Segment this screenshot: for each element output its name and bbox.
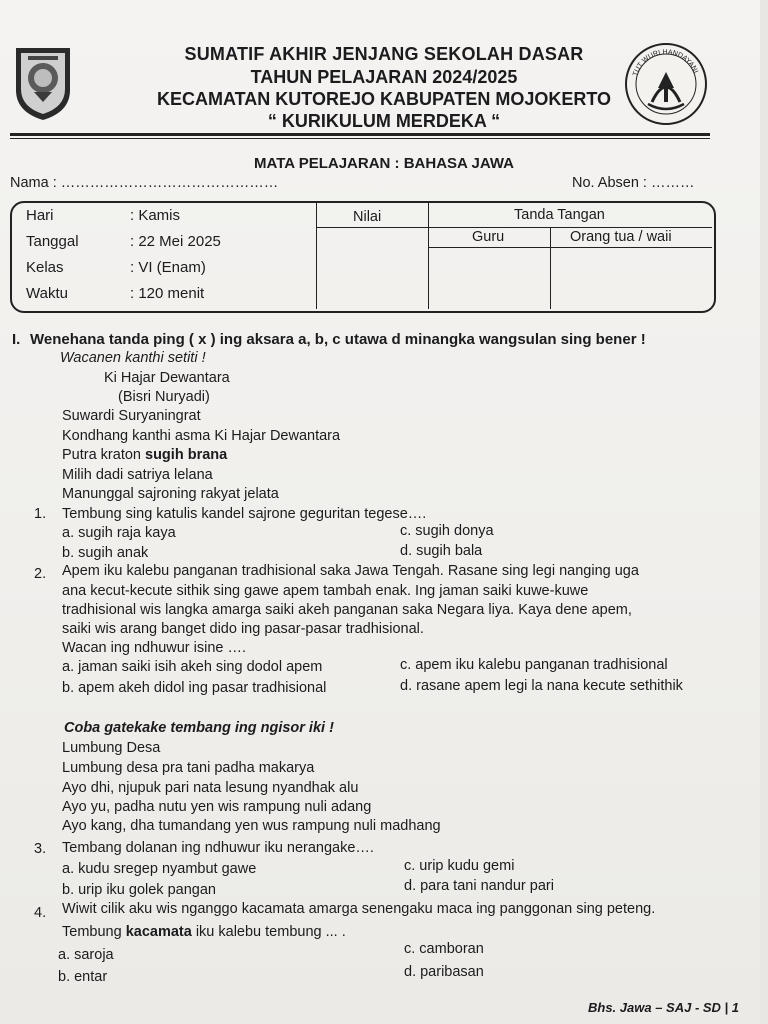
hari-label: Hari — [26, 207, 54, 224]
question-number: 4. — [34, 905, 47, 921]
question-text: Apem iku kalebu panganan tradhisional saka Jawa Tengah. Rasane sing legi nanging uga — [62, 563, 639, 579]
question-number: 2. — [34, 566, 47, 582]
school-year: TAHUN PELAJARAN 2024/2025 — [250, 67, 518, 87]
question-text: Tembung sing katulis kandel sajrone geguritan tegese…. — [62, 506, 427, 522]
header-divider — [10, 133, 710, 136]
logo-motto-text: TUT WURI HANDAYANI — [632, 48, 699, 78]
poem-author: (Bisri Nuryadi) — [118, 389, 210, 405]
poem-line: Kondhang kanthi asma Ki Hajar Dewantara — [62, 428, 341, 444]
option-d[interactable]: d. rasane apem legi la nana kecute sethithik — [400, 678, 683, 694]
option-a[interactable]: a. sugih raja kaya — [62, 525, 176, 541]
poem-intro: Wacanen kanthi setiti ! — [60, 350, 206, 366]
question-text: Wacan ing ndhuwur isine …. — [62, 640, 247, 656]
option-b[interactable]: b. sugih anak — [62, 545, 149, 561]
name-field[interactable]: Nama : ……………………………………… — [10, 175, 279, 191]
option-b[interactable]: b. apem akeh didol ing pasar tradhisional — [62, 680, 327, 696]
question-number: 1. — [34, 506, 47, 522]
question-text-part: iku kalebu tembung ... . — [191, 924, 346, 940]
song-line: Lumbung desa pra tani padha makarya — [62, 760, 315, 776]
table-divider — [316, 227, 712, 228]
question-text: saiki wis arang banget dido ing pasar-pasar tradhisional. — [62, 621, 424, 637]
poem-line-text: Putra kraton — [62, 447, 146, 463]
question-bold-word: kacamata — [125, 924, 192, 940]
option-d[interactable]: d. paribasan — [404, 964, 484, 980]
table-divider — [428, 203, 429, 309]
absen-field[interactable]: No. Absen : ……… — [572, 175, 695, 191]
option-b[interactable]: b. entar — [58, 969, 108, 985]
district-name: KECAMATAN KUTOREJO KABUPATEN MOJOKERTO — [156, 89, 612, 109]
question-text: Wiwit cilik aku wis nganggo kacamata amarga senengaku maca ing panggonan sing peteng. — [62, 901, 656, 917]
option-a[interactable]: a. kudu sregep nyambut gawe — [62, 861, 257, 877]
song-title: Lumbung Desa — [62, 740, 161, 756]
question-text: ana kecut-kecute sithik sing gawe apem tambah enak. Ing jaman saiki kuwe-kuwe — [62, 583, 589, 599]
kelas-label: Kelas — [26, 259, 64, 276]
option-a[interactable]: a. saroja — [58, 947, 114, 963]
option-d[interactable]: d. para tani nandur pari — [404, 878, 554, 894]
question-text — [62, 924, 346, 940]
tanggal-label: Tanggal — [26, 233, 79, 250]
poem-line: Milih dadi satriya lelana — [62, 467, 213, 483]
table-divider — [316, 203, 317, 309]
question-number: 3. — [34, 841, 47, 857]
option-c[interactable]: c. camboran — [404, 941, 484, 957]
subject-title: MATA PELAJARAN : BAHASA JAWA — [253, 155, 514, 172]
table-divider — [428, 247, 712, 248]
parent-header: Orang tua / waii — [570, 229, 672, 245]
poem-line: Manunggal sajroning rakyat jelata — [62, 486, 279, 502]
option-c[interactable]: c. sugih donya — [400, 523, 494, 539]
exam-title: SUMATIF AKHIR JENJANG SEKOLAH DASAR — [184, 44, 584, 64]
section-number: I. — [12, 331, 21, 348]
curriculum-name: “ KURIKULUM MERDEKA “ — [267, 111, 501, 131]
tanggal-value: : 22 Mei 2025 — [130, 233, 221, 250]
signature-header: Tanda Tangan — [514, 207, 605, 223]
question-text: tradhisional wis langka amarga saiki akeh panganan saka Negara liya. Kaya dene apem, — [62, 602, 632, 618]
section-instruction: Wenehana tanda ping ( x ) ing aksara a, b, c utawa d minangka wangsulan sing bener ! — [30, 331, 646, 348]
waktu-value: : 120 menit — [130, 285, 205, 302]
song-line: Ayo kang, dha tumandang yen wus rampung nuli madhang — [62, 818, 441, 834]
guru-header: Guru — [472, 229, 505, 245]
hari-value: : Kamis — [130, 207, 181, 224]
header-divider-thin — [10, 138, 710, 139]
kelas-value: : VI (Enam) — [130, 259, 206, 276]
song-line: Ayo dhi, njupuk pari nata lesung nyandhak alu — [62, 780, 359, 796]
option-d[interactable]: d. sugih bala — [400, 543, 483, 559]
nilai-header: Nilai — [353, 209, 382, 225]
poem-bold-word: sugih brana — [145, 447, 228, 463]
option-c[interactable]: c. apem iku kalebu panganan tradhisional — [400, 657, 668, 673]
song-line: Ayo yu, padha nutu yen wis rampung nuli adang — [62, 799, 372, 815]
poem-line — [62, 447, 227, 463]
question-text-part: Tembung — [62, 924, 126, 940]
waktu-label: Waktu — [26, 285, 68, 302]
table-divider — [550, 227, 551, 309]
option-a[interactable]: a. jaman saiki isih akeh sing dodol apem — [62, 659, 323, 675]
question-text: Tembang dolanan ing ndhuwur iku nerangake…. — [62, 840, 374, 856]
poem-line: Suwardi Suryaningrat — [62, 408, 201, 424]
song-intro: Coba gatekake tembang ing ngisor iki ! — [64, 720, 334, 736]
page-footer: Bhs. Jawa – SAJ - SD | 1 — [588, 1000, 740, 1015]
option-c[interactable]: c. urip kudu gemi — [404, 858, 515, 874]
option-b[interactable]: b. urip iku golek pangan — [62, 882, 216, 898]
poem-title: Ki Hajar Dewantara — [104, 370, 230, 386]
